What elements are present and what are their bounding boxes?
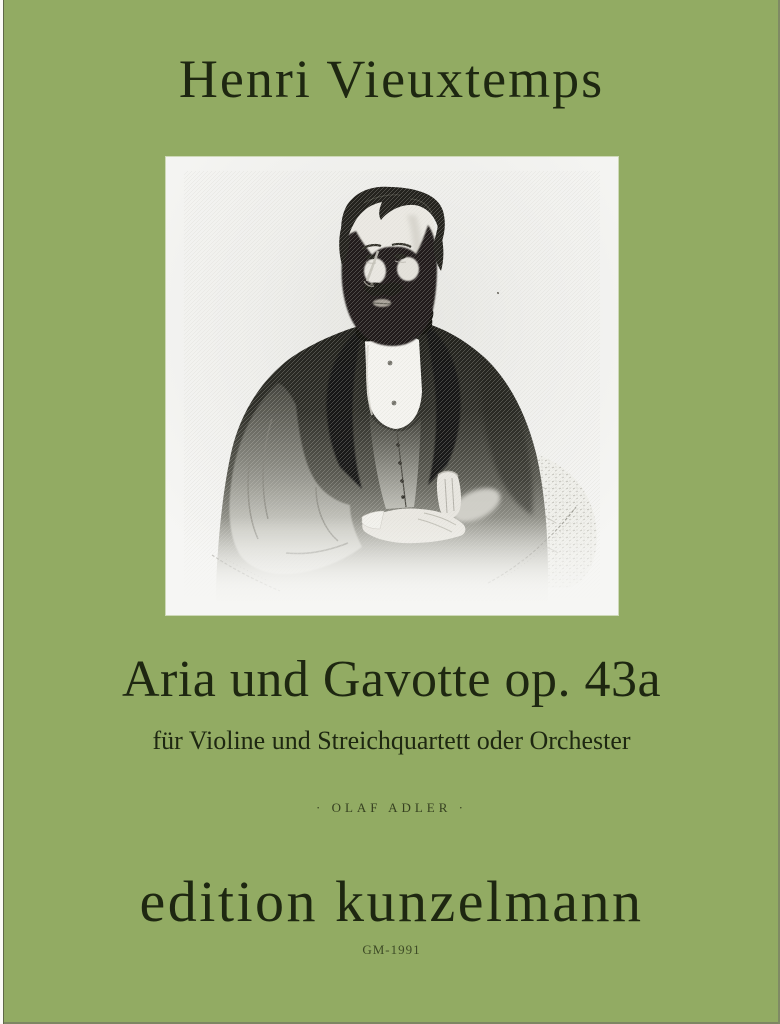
portrait-engraving [166,157,618,615]
work-subtitle: für Violine und Streichquartett oder Orchester [152,726,631,755]
composer-name: Henri Vieuxtemps [178,49,605,109]
portrait-engraving-image [166,157,618,615]
publisher-wordmark: edition kunzelmann [139,869,644,934]
editor-credit: · OLAF ADLER · [316,800,467,815]
catalog-number: GM-1991 [362,942,421,957]
work-title: Aria und Gavotte op. 43a [121,651,662,708]
